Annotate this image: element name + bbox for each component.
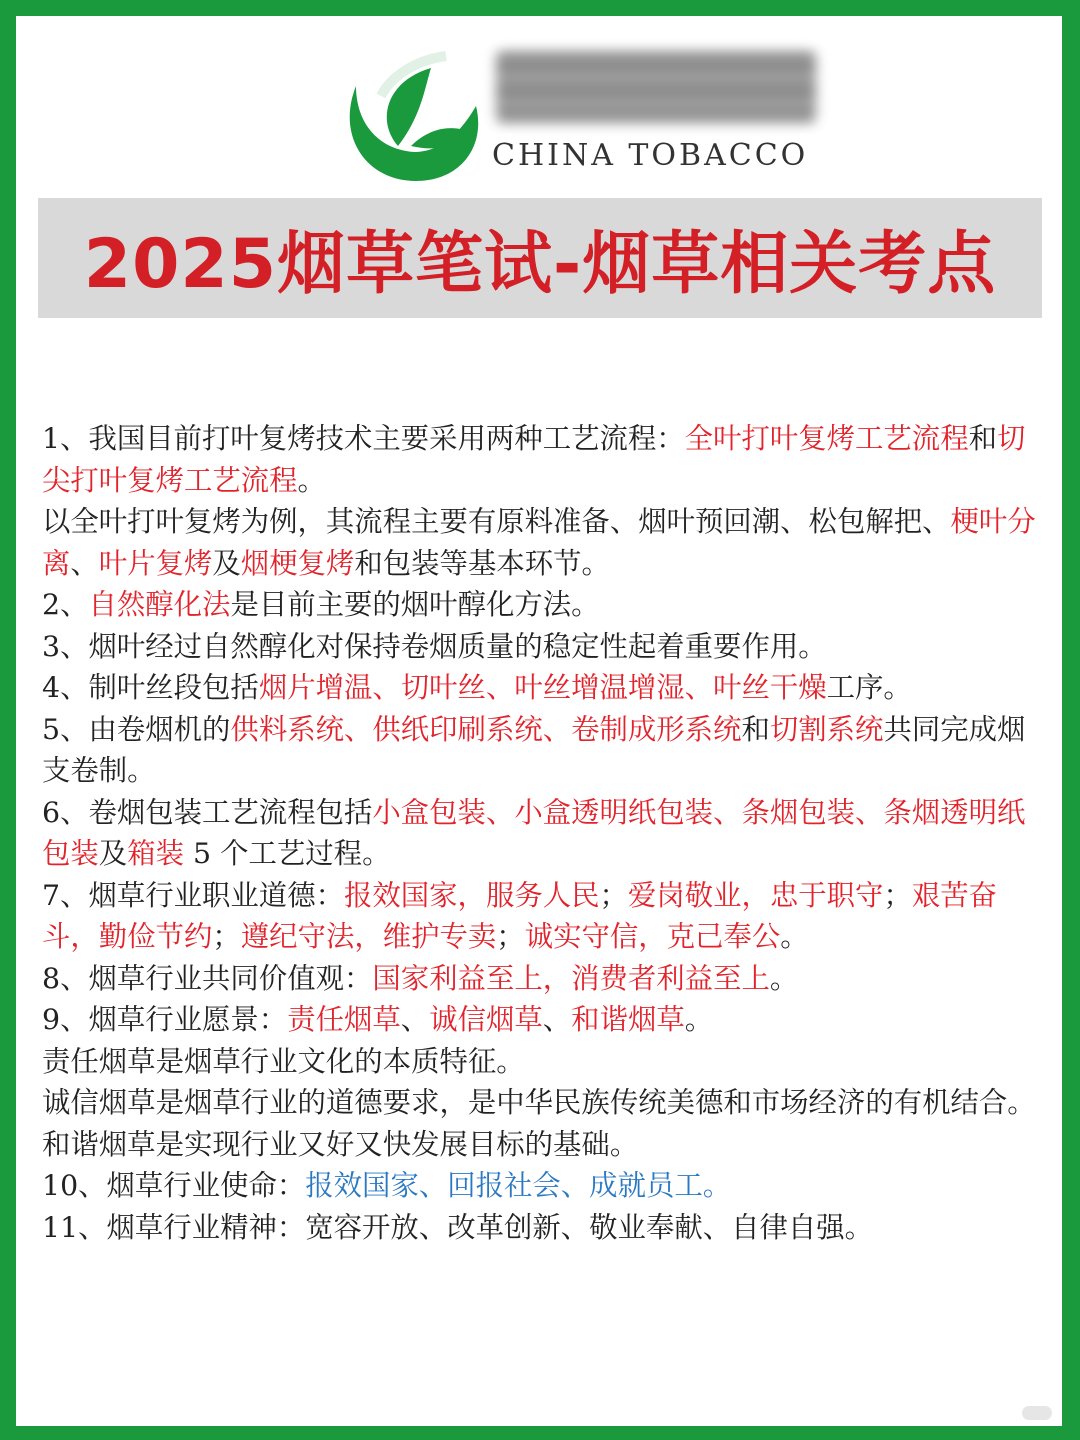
body-text: 6、卷烟包装工艺流程包括 bbox=[42, 795, 373, 829]
body-text: 。 bbox=[684, 1003, 714, 1036]
body-text: ； bbox=[212, 920, 241, 953]
highlight-red-text: 诚信烟草 bbox=[429, 1003, 543, 1036]
highlight-red-text: 切割系统 bbox=[769, 712, 884, 746]
page-title: 2025烟草笔试-烟草相关考点 bbox=[83, 224, 997, 304]
body-text: 是目前主要的烟叶醇化方法。 bbox=[230, 588, 600, 621]
content-line bbox=[42, 667, 1042, 709]
highlight-red-text: 诚实守信，克己奉公 bbox=[524, 920, 781, 953]
body-text: 。 bbox=[769, 961, 799, 995]
body-text: 1、我国目前打叶复烤技术主要采用两种工艺流程： bbox=[42, 422, 685, 455]
content-line bbox=[42, 958, 1042, 1000]
brand-text: CHINA TOBACCO bbox=[492, 138, 809, 173]
body-text: ； bbox=[599, 878, 628, 912]
body-text: 诚信烟草是烟草行业的道德要求，是中华民族传统美德和市场经济的有机结合。 和谐烟草是实现行业又好又快发展目标的基础。 bbox=[42, 1086, 1050, 1161]
highlight-red-text: 国家利益至上，消费者利益至上 bbox=[372, 961, 770, 995]
highlight-red-text: 梗叶分离 bbox=[42, 505, 1036, 580]
green-leaf-logo-icon bbox=[336, 46, 496, 196]
body-text: 4、制叶丝段包括 bbox=[42, 671, 259, 704]
highlight-red-text: 箱装 bbox=[127, 837, 184, 870]
content-line bbox=[42, 1207, 1042, 1249]
highlight-red-text: 烟梗复烤 bbox=[240, 546, 355, 580]
highlight-red-text: 报效国家，服务人民 bbox=[343, 878, 600, 912]
content-line bbox=[42, 626, 1042, 668]
content-line bbox=[42, 584, 1042, 626]
content-line bbox=[42, 999, 1042, 1041]
body-text: 、 bbox=[400, 1003, 430, 1036]
content-line bbox=[42, 1082, 1050, 1165]
blurred-wordmark bbox=[496, 52, 816, 122]
body-text: 11、烟草行业精神：宽容开放、改革创新、敬业奉献、自律自强。 bbox=[42, 1210, 874, 1244]
body-text: 9、烟草行业愿景： bbox=[42, 1003, 288, 1036]
body-text: 2、 bbox=[42, 588, 89, 621]
highlight-red-text: 供料系统、供纸印刷系统、卷制成形系统 bbox=[230, 712, 742, 746]
content-line bbox=[42, 418, 1042, 501]
content-line bbox=[42, 501, 1042, 584]
highlight-red-text: 爱岗敬业，忠于职守 bbox=[627, 878, 884, 912]
highlight-red-text: 烟片增温、切叶丝、叶丝增温增湿、叶丝干燥 bbox=[258, 671, 827, 704]
content-line bbox=[42, 792, 1042, 875]
highlight-red-text: 责任烟草 bbox=[287, 1003, 401, 1036]
body-text: 、 bbox=[542, 1003, 572, 1036]
body-text: 。 bbox=[297, 463, 326, 497]
body-text: 及 bbox=[212, 546, 241, 580]
content-line bbox=[42, 709, 1042, 792]
body-text: 和 bbox=[968, 422, 997, 455]
highlight-red-text: 艰苦奋斗，勤俭节约 bbox=[42, 878, 998, 953]
highlight-red-text: 遵纪守法，维护专卖 bbox=[240, 920, 497, 953]
content-line bbox=[42, 875, 1042, 958]
title-banner bbox=[38, 198, 1042, 318]
body-text: 以全叶打叶复烤为例，其流程主要有原料准备、烟叶预回潮、松包解把、 bbox=[42, 505, 951, 538]
highlight-red-text: 全叶打叶复烤工艺流程 bbox=[684, 422, 969, 455]
highlight-red-text: 小盒包装、小盒透明纸包装、条烟包装、条烟透明纸包装 bbox=[42, 795, 1026, 870]
body-text: 责任烟草是烟草行业文化的本质特征。 bbox=[42, 1044, 525, 1078]
content-line bbox=[42, 1165, 1042, 1207]
body-text: 3、烟叶经过自然醇化对保持卷烟质量的稳定性起着重要作用。 bbox=[42, 629, 827, 663]
corner-mark bbox=[1022, 1406, 1052, 1420]
highlight-blue-text: 报效国家、回报社会、成就员工。 bbox=[305, 1169, 732, 1202]
body-text: 及 bbox=[98, 837, 128, 870]
highlight-red-text: 和谐烟草 bbox=[571, 1003, 685, 1036]
highlight-red-text: 自然醇化法 bbox=[88, 588, 231, 621]
body-text: 5、由卷烟机的 bbox=[42, 712, 231, 746]
highlight-red-text: 叶片复烤 bbox=[98, 546, 213, 580]
page-frame bbox=[16, 16, 1062, 1426]
body-text: 和包装等基本环节。 bbox=[354, 546, 610, 580]
body-text: 共同完成烟支卷制。 bbox=[42, 712, 1026, 787]
body-text: 8、烟草行业共同价值观： bbox=[42, 961, 373, 995]
body-text: 7、烟草行业职业道德： bbox=[42, 878, 344, 912]
logo bbox=[336, 46, 816, 196]
body-text: ； bbox=[883, 878, 912, 912]
body-text: 和 bbox=[741, 712, 770, 746]
content-body bbox=[42, 418, 1050, 1248]
body-text: 工序。 bbox=[826, 671, 912, 704]
highlight-red-text: 切尖打叶复烤工艺流程 bbox=[42, 422, 1026, 497]
body-text: 。 bbox=[780, 920, 809, 953]
body-text: 5 个工艺过程。 bbox=[184, 837, 391, 870]
body-text: 、 bbox=[70, 546, 99, 580]
body-text: 10、烟草行业使命： bbox=[42, 1169, 306, 1202]
content-line bbox=[42, 1041, 1042, 1083]
body-text: ； bbox=[496, 920, 525, 953]
